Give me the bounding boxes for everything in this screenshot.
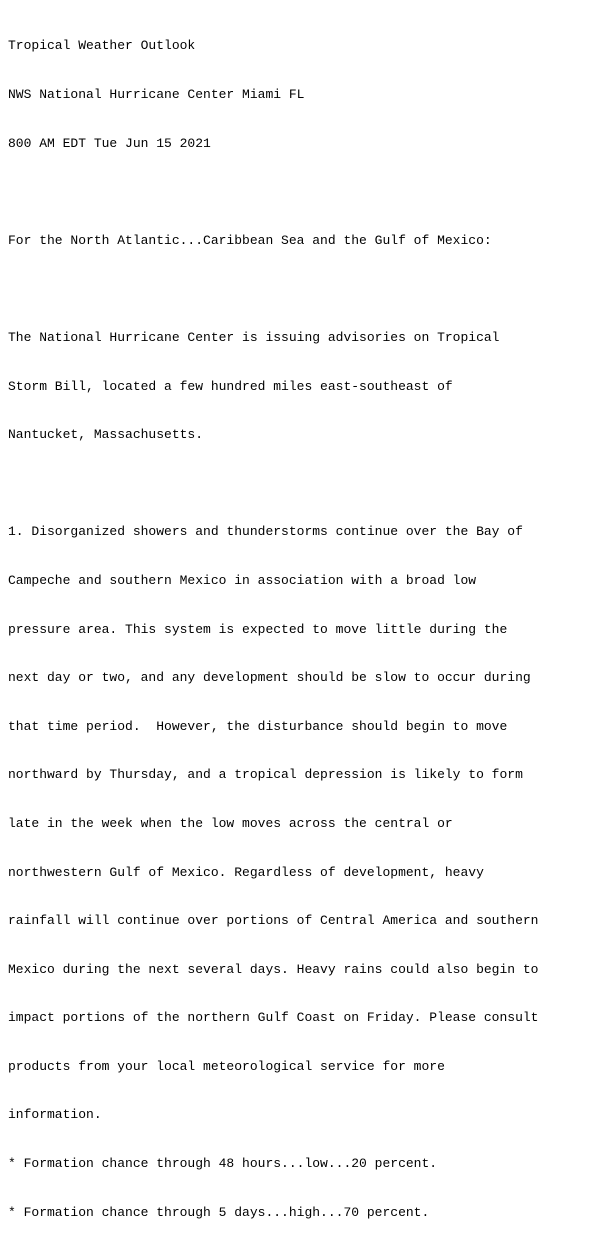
item-1-line: pressure area. This system is expected to move little during the [8,621,508,637]
blank-line [8,476,594,492]
item-1-line: rainfall will continue over portions of Central America and southern [8,913,539,929]
header-title: Tropical Weather Outlook [8,38,196,54]
formation-chance-5d: * Formation chance through 5 days...high...70 percent. [8,1204,430,1220]
header-office: NWS National Hurricane Center Miami FL [8,87,305,102]
advisory-line: The National Hurricane Center is issuing advisories on Tropical [8,329,500,345]
header-timestamp: 800 AM EDT Tue Jun 15 2021 [8,135,211,151]
item-1-line: 1. Disorganized showers and thunderstorms continue over the Bay of [8,524,523,540]
item-1-line: information. [8,1107,102,1123]
blank-line [8,281,594,297]
item-1-line: next day or two, and any development should be slow to occur during [8,670,531,686]
item-1-line: products from your local meteorological service for more [8,1058,445,1074]
item-1-line: Campeche and southern Mexico in association with a broad low [8,572,477,588]
advisory-line: Storm Bill, located a few hundred miles east-southeast of [8,378,453,394]
item-1-line: northwestern Gulf of Mexico. Regardless of development, heavy [8,864,484,880]
item-1-line: Mexico during the next several days. Heavy rains could also begin to [8,961,539,977]
region-line: For the North Atlantic...Caribbean Sea and the Gulf of Mexico: [8,232,492,248]
advisory-line: Nantucket, Massachusetts. [8,427,204,443]
item-1-line: northward by Thursday, and a tropical depression is likely to form [8,767,523,783]
item-1-line: impact portions of the northern Gulf Coast on Friday. Please consult [8,1010,539,1026]
item-1-line: late in the week when the low moves across the central or [8,815,453,831]
item-1-line: that time period. However, the disturbance should begin to move [8,718,508,734]
blank-line [8,184,594,200]
formation-chance-48h: * Formation chance through 48 hours...low...20 percent. [8,1156,438,1172]
